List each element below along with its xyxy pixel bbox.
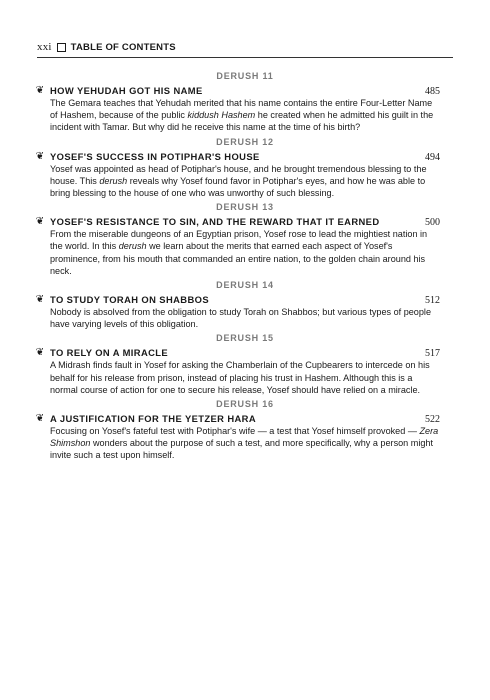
derush-heading: DERUSH 16 xyxy=(216,399,274,410)
fleuron-icon: ❦ xyxy=(35,150,45,162)
entry-page-number: 512 xyxy=(425,295,440,307)
derush-heading: DERUSH 15 xyxy=(216,333,274,344)
description-text: Focusing on Yosef's fateful test with Potiphar's wife — a test that Yosef himself provoked — xyxy=(50,426,420,437)
toc-entry[interactable] xyxy=(35,215,440,229)
square-ornament-icon xyxy=(57,43,66,52)
italic-term: kiddush Hashem xyxy=(187,110,256,121)
derush-heading: DERUSH 12 xyxy=(216,136,274,147)
entry-title: YOSEF'S SUCCESS IN POTIPHAR'S HOUSE xyxy=(50,150,260,162)
description-text: From the miserable dungeons of an Egyptian prison, Yosef rose to lead the mightiest nation in the world. In this xyxy=(50,229,428,252)
description-text: The Gemara teaches that Yehudah merited that his name contains the entire Four-Letter Name of Hashem, because of the public xyxy=(50,98,433,121)
entry-description xyxy=(50,306,440,330)
entry-title: YOSEF'S RESISTANCE TO SIN, AND THE REWARD THAT IT EARNED xyxy=(50,216,380,228)
entry-page-number: 494 xyxy=(425,151,440,163)
entry-description xyxy=(50,425,440,462)
entry-page-number: 517 xyxy=(425,348,440,360)
running-title: TABLE OF CONTENTS xyxy=(70,41,176,53)
description-text: reveals why Yosef found favor in Potiphar's eyes, and how he was able to bring blessing to the house of one who was unworthy of such blessing. xyxy=(50,175,426,199)
derush-heading: DERUSH 13 xyxy=(216,202,274,213)
description-text: A Midrash finds fault in Yosef for asking the Chamberlain of the Cupbearers to intercede on his behalf for his release from prison, instead of placing his trust in Hashem. Although this is a normal course of action for one to secure his release, Yosef should have relied on a miracle. xyxy=(50,360,430,395)
derush-heading: DERUSH 14 xyxy=(216,280,274,291)
description-text: Yosef was appointed as head of Potiphar's house, and he brought tremendous blessing to the house. This xyxy=(50,163,427,186)
italic-term: derush xyxy=(99,175,128,186)
toc-entry[interactable] xyxy=(35,293,440,307)
entry-page-number: 522 xyxy=(425,414,440,426)
fleuron-icon: ❦ xyxy=(35,347,45,359)
entry-title: TO RELY ON A MIRACLE xyxy=(50,347,169,359)
italic-term: derush xyxy=(118,241,147,252)
toc-entry[interactable] xyxy=(35,346,440,360)
entry-page-number: 500 xyxy=(425,217,440,229)
description-text: we learn about the merits that earned each aspect of Yosef's prominence, from his mouth that commanded an entire nation, to the golden chain around his neck. xyxy=(50,241,426,276)
entry-title: A JUSTIFICATION FOR THE YETZER HARA xyxy=(50,413,257,425)
entry-description xyxy=(50,228,440,277)
entry-description xyxy=(50,97,440,134)
fleuron-icon: ❦ xyxy=(35,85,45,96)
entry-title: HOW YEHUDAH GOT HIS NAME xyxy=(50,85,203,96)
description-text: Nobody is absolved from the obligation to study Torah on Shabbos; but various types of people have varying levels of this obligation. xyxy=(50,307,431,330)
entry-description xyxy=(50,163,440,200)
italic-term: Zera Shimshon xyxy=(50,426,439,449)
toc-entry[interactable] xyxy=(35,150,440,163)
fleuron-icon: ❦ xyxy=(35,294,45,306)
fleuron-icon: ❦ xyxy=(35,413,45,425)
derush-heading: DERUSH 11 xyxy=(216,71,274,81)
running-head xyxy=(37,41,453,53)
toc-entry[interactable] xyxy=(35,412,440,426)
table-of-contents xyxy=(35,68,440,464)
entry-description xyxy=(50,359,440,396)
description-text: wonders about the purpose of such a test, and more specifically, why a person might invite such a test upon himself. xyxy=(50,438,434,461)
toc-entry[interactable] xyxy=(35,84,440,97)
entry-page-number: 485 xyxy=(425,86,440,97)
page-number: xxi xyxy=(37,41,52,53)
fleuron-icon: ❦ xyxy=(35,216,45,228)
description-text: he created when he admitted his guilt in the incident with Tamar. But why did he receive this name at the time of his birth? xyxy=(50,110,434,133)
entry-title: TO STUDY TORAH ON SHABBOS xyxy=(50,294,209,306)
header-rule xyxy=(37,57,453,58)
